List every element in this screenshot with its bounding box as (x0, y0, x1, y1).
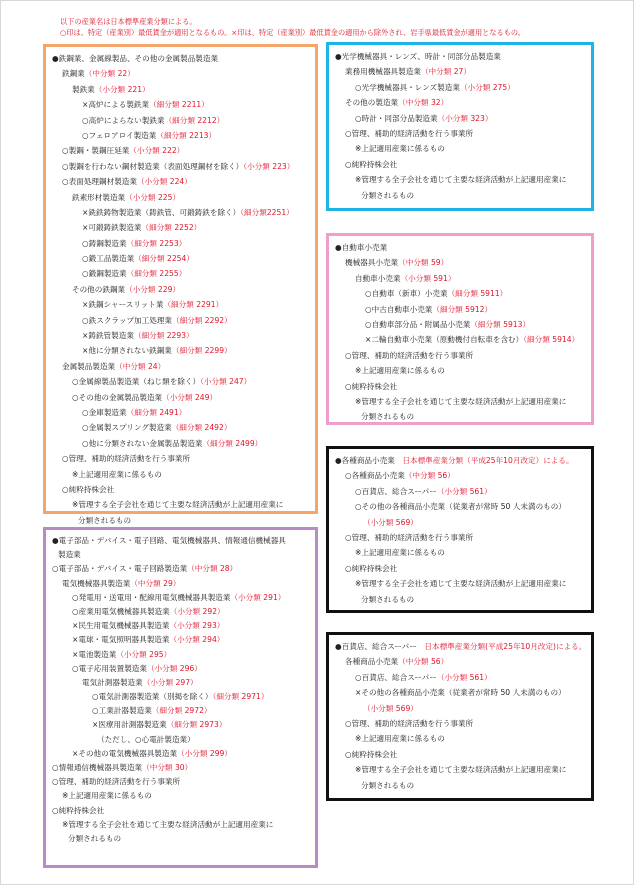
industry-name: ○百貨店、総合スーパー (355, 672, 437, 682)
classification-code: （細分類 5911） (447, 289, 508, 299)
steel-row (52, 467, 309, 482)
general-row (335, 515, 585, 530)
industry-name: ○光学機械器具・レンズ製造業 (355, 82, 460, 92)
industry-name: ○電子応用装置製造業 (72, 663, 147, 673)
auto-row (335, 409, 585, 424)
steel-row (52, 374, 309, 389)
steel-row (52, 251, 309, 266)
classification-code: （細分類 5913） (470, 319, 531, 329)
industry-name: ※管理する全子会社を通じて主要な経済活動が上記適用産業に (355, 175, 567, 185)
optical-row (335, 141, 585, 156)
industry-name: ×その他の電気機械器具製造業 (72, 748, 178, 758)
industry-name: ○純粋持株会社 (345, 749, 398, 759)
classification-code: （細分類 2211） (149, 100, 209, 110)
industry-name: 分類されるもの (361, 780, 415, 790)
classification-code: （中分類 56） (404, 471, 455, 481)
general-row (335, 499, 585, 514)
classification-code: （細分類 2973） (166, 720, 227, 730)
steel-row (52, 143, 309, 158)
department-row (335, 670, 585, 685)
auto-row (335, 379, 585, 394)
classification-code: （細分類 2292） (172, 315, 232, 325)
industry-name: ○自動車（新車）小売業 (365, 289, 448, 299)
electronics-row (52, 761, 309, 775)
classification-code: （中分類 59） (398, 258, 449, 268)
industry-name: ×鉄鋼シャースリット業 (82, 300, 164, 310)
classification-code: （小分類 561） (436, 672, 492, 682)
auto-row (335, 363, 585, 378)
industry-name: ○鋳鋼製造業 (82, 238, 127, 248)
electronics-row (52, 789, 309, 803)
classification-code: （細分類 2213） (156, 130, 217, 140)
industry-name: ○管理、補助的経済活動を行う事業所 (345, 532, 474, 542)
auto-row (335, 302, 585, 317)
industry-name: ×民生用電気機械器具製造業 (72, 621, 170, 631)
general-row (335, 561, 585, 576)
industry-name: ○表面処理鋼材製造業 (62, 177, 137, 187)
industry-name: ○時計・同部分品製造業 (355, 113, 438, 123)
industry-name: ○電子部品・デバイス・電子回路製造業 (52, 564, 188, 574)
classification-code: （小分類 295） (116, 649, 172, 659)
department-row (335, 731, 585, 746)
industry-name: ※上記適用産業に係るもの (355, 144, 445, 154)
classification-code: （細分類 2253） (126, 238, 187, 248)
steel-row (52, 390, 309, 405)
steel-row (52, 66, 309, 81)
steel-row (52, 266, 309, 281)
classification-code: （小分類 291） (230, 592, 286, 602)
optical-row (335, 95, 585, 110)
industry-name: ○製鋼を行わない鋼材製造業（表面処理鋼材を除く） (62, 161, 244, 171)
classification-code: 日本標準産業分類(平成25年10月改定)による。 (416, 642, 587, 651)
classification-code: （小分類 299） (177, 748, 232, 758)
general-row (335, 592, 585, 607)
industry-name: ○純粋持株会社 (345, 159, 398, 169)
department-row (335, 778, 585, 793)
steel-row (52, 420, 309, 435)
industry-name: その他の製造業 (345, 98, 399, 108)
department-row (335, 762, 585, 777)
box-department (326, 632, 594, 801)
industry-name: 金属製品製造業 (62, 361, 116, 371)
box-general (326, 446, 594, 613)
classification-code: （細分類 2291） (163, 300, 224, 310)
steel-row (52, 220, 309, 235)
classification-code: （細分類 2255） (126, 269, 187, 279)
classification-code: （小分類 561） (436, 486, 492, 496)
electronics-row (52, 804, 309, 818)
industry-name: ※上記適用産業に係るもの (355, 366, 445, 376)
classification-code: （中分類 56） (398, 657, 449, 667)
steel-row (52, 405, 309, 420)
electronics-row (52, 562, 309, 576)
industry-name: 製鉄業 (72, 84, 95, 94)
general-row (335, 545, 585, 560)
classification-code: （細分類 2252） (141, 223, 202, 233)
industry-name: ○管理、補助的経済活動を行う事業所 (345, 718, 474, 728)
optical-row (335, 49, 585, 64)
classification-code: （細分類 5912） (432, 304, 493, 314)
classification-code: （細分類 2972） (151, 706, 212, 716)
classification-code: （中分類 24） (115, 361, 166, 371)
classification-code: （細分類 2492） (171, 423, 232, 433)
general-row (335, 530, 585, 545)
classification-code: （小分類 225） (125, 192, 181, 202)
box-auto (326, 233, 594, 425)
industry-name: ×銑鉄鋳物製造業（鋳鉄管、可鍛鋳鉄を除く） (82, 207, 241, 217)
industry-name: ×その他の各種商品小売業（従業者が常時 50 人未満のもの） (355, 688, 566, 698)
electronics-row (52, 591, 309, 605)
industry-name: 電気機械器具製造業 (62, 578, 131, 588)
department-row (335, 639, 585, 654)
classification-code: （細分類2251） (240, 207, 294, 217)
industry-name: ○金属製スプリング製造業 (82, 423, 172, 433)
classification-code: （小分類 292） (169, 606, 225, 616)
industry-name: ○鉄スクラップ加工処理業 (82, 315, 173, 325)
industry-name: ○金属線製品製造業（ねじ類を除く） (72, 377, 201, 387)
industry-name: ×電池製造業 (72, 649, 117, 659)
steel-row (52, 97, 309, 112)
auto-row (335, 271, 585, 286)
steel-row (52, 128, 309, 143)
industry-name: 分類されるもの (78, 515, 132, 525)
steel-row (52, 113, 309, 128)
classification-code: 日本標準産業分類（平成25年10月改定）による。 (394, 456, 574, 465)
steel-row (52, 205, 309, 220)
industry-name: 業務用機械器具製造業 (345, 67, 421, 77)
industry-name: ●光学機械器具・レンズ、時計・同部分品製造業 (335, 52, 501, 61)
industry-name: ○情報通信機械器具製造業 (52, 763, 143, 772)
industry-name: ※上記適用産業に係るもの (72, 469, 162, 479)
industry-name: ※管理する全子会社を通じて主要な経済活動が上記適用産業に (355, 579, 567, 589)
industry-name: ○純粋持株会社 (345, 381, 398, 391)
classification-code: （小分類 229） (125, 284, 181, 294)
industry-name: ○フェロアロイ製造業 (82, 130, 157, 140)
industry-name: ×医療用計測器製造業 (92, 720, 167, 730)
industry-name: ○管理、補助的経済活動を行う事業所 (52, 777, 181, 787)
steel-row (52, 190, 309, 205)
steel-row (52, 82, 309, 97)
electronics-row (52, 818, 309, 832)
electronics-row (52, 577, 309, 591)
auto-row (335, 286, 585, 301)
classification-code: （小分類 223） (243, 161, 295, 171)
industry-name: 鉄鋼業 (62, 69, 85, 79)
industry-name: 分類されるもの (361, 594, 415, 604)
industry-name: ×二輪自動車小売業（原動機付自転車を含む） (365, 335, 524, 345)
industry-name: ※管理する全子会社を通じて主要な経済活動が上記適用産業に (355, 765, 567, 775)
industry-name: 製造業 (58, 550, 81, 560)
industry-name: 分類されるもの (361, 412, 415, 422)
industry-name: ×鋳鉄管製造業 (82, 331, 134, 341)
industry-name: ※上記適用産業に係るもの (355, 734, 445, 744)
industry-name: ※管理する全子会社を通じて主要な経済活動が上記適用産業に (72, 500, 284, 510)
industry-name: ●電子部品・デバイス・電子回路、電気機械器具、情報通信機械器具 (52, 536, 286, 545)
auto-row (335, 317, 585, 332)
industry-name: ×高炉による製鉄業 (82, 100, 150, 110)
steel-row (52, 482, 309, 497)
industry-name: ○その他の各種商品小売業（従業者が常時 50 人未満のもの） (355, 502, 566, 512)
note-line-2: ○印は、特定（産業別）最低賃金が適用となるもの。×印は、特定（産業別）最低賃金の適用から除外され、岩手県最低賃金が適用となるもの。 (60, 28, 525, 37)
industry-name: ○自動車部分品・附属品小売業 (365, 319, 471, 329)
classification-code: （小分類 247） (200, 377, 252, 387)
industry-name: 機械器具小売業 (345, 258, 399, 268)
industry-name: 電気計測器製造業 (82, 677, 143, 687)
industry-name: ※管理する全子会社を通じて主要な経済活動が上記適用産業に (62, 819, 274, 829)
auto-row (335, 348, 585, 363)
general-row (335, 484, 585, 499)
steel-row (52, 236, 309, 251)
industry-name: ○金庫製造業 (82, 407, 127, 417)
steel-row (52, 174, 309, 189)
industry-name: ○他に分類されない金属製品製造業 (82, 438, 203, 448)
industry-name: ○鍛工品製造業 (82, 254, 135, 264)
electronics-row (52, 832, 309, 846)
industry-name: 分類されるもの (361, 190, 415, 200)
industry-name: ※管理する全子会社を通じて主要な経済活動が上記適用産業に (355, 396, 567, 406)
electronics-row (52, 619, 309, 633)
classification-code: （細分類 2499） (202, 438, 263, 448)
electronics-row (52, 704, 309, 718)
industry-name: ●百貨店、総合スーパー (335, 642, 417, 651)
classification-code: （小分類 293） (169, 621, 225, 631)
classification-code: （細分類 2212） (164, 115, 225, 125)
industry-name: ○鍛鋼製造業 (82, 269, 127, 279)
industry-name: ×可鍛鋳鉄製造業 (82, 223, 142, 233)
industry-name: ※上記適用産業に係るもの (62, 791, 152, 801)
department-row (335, 716, 585, 731)
electronics-row (52, 676, 309, 690)
industry-name: ○高炉によらない製鉄業 (82, 115, 165, 125)
optical-row (335, 172, 585, 187)
industry-name: ○その他の金属製品製造業 (72, 392, 163, 402)
steel-row (52, 51, 309, 66)
classification-code: （細分類 2299） (171, 346, 232, 356)
classification-code: （細分類 2254） (134, 254, 194, 264)
electronics-row (52, 633, 309, 647)
auto-row (335, 240, 585, 255)
classification-code: （中分類 30） (142, 763, 193, 772)
general-row (335, 468, 585, 483)
electronics-row (52, 690, 309, 704)
steel-row (52, 328, 309, 343)
auto-row (335, 394, 585, 409)
industry-name: ○管理、補助的経済活動を行う事業所 (345, 128, 474, 138)
industry-name: ○工業計器製造業 (92, 706, 152, 716)
industry-name: ○発電用・送電用・配線用電気機械器具製造業 (72, 592, 231, 602)
classification-code: （中分類 32） (398, 98, 449, 108)
industry-name: ○製鋼・製鋼圧延業 (62, 146, 130, 156)
classification-code: （小分類 222） (129, 146, 185, 156)
electronics-row (52, 733, 309, 747)
steel-row (52, 297, 309, 312)
box-steel (43, 44, 318, 525)
industry-name: ○電気計測器製造業（別掲を除く） (92, 692, 213, 702)
department-row (335, 747, 585, 762)
classification-code: （中分類 22） (84, 69, 135, 79)
steel-row (52, 513, 309, 528)
classification-code: （小分類 224） (136, 177, 192, 187)
classification-code: （小分類 591） (400, 273, 456, 283)
industry-name: ○管理、補助的経済活動を行う事業所 (62, 454, 191, 464)
classification-code: （細分類 5914） (523, 335, 580, 345)
steel-row (52, 497, 309, 512)
department-row (335, 685, 585, 700)
industry-name: 自動車小売業 (355, 273, 401, 283)
steel-row (52, 451, 309, 466)
classification-code: （小分類 297） (142, 677, 198, 687)
electronics-row (52, 648, 309, 662)
box-optical (326, 42, 594, 211)
steel-row (52, 359, 309, 374)
industry-name: ×他に分類されない鉄鋼業 (82, 346, 172, 356)
industry-name: ●鉄鋼業、金属線製品、その他の金属製品製造業 (52, 54, 219, 63)
note-line-1: 以下の産業名は日本標準産業分類による。 (60, 17, 197, 26)
steel-row (52, 436, 309, 451)
steel-row (52, 313, 309, 328)
industry-name: ×電球・電気照明器具製造業 (72, 635, 170, 645)
electronics-row (52, 662, 309, 676)
industry-name: ○百貨店、総合スーパー (355, 486, 437, 496)
electronics-row (52, 534, 309, 548)
industry-name: ○中古自動車小売業 (365, 304, 433, 314)
industry-name: ○産業用電気機械器具製造業 (72, 606, 170, 616)
classification-code: （中分類 29） (130, 578, 181, 588)
industry-name: その他の鉄鋼業 (72, 284, 126, 294)
optical-row (335, 188, 585, 203)
steel-row (52, 282, 309, 297)
classification-code: （小分類 275） (459, 82, 515, 92)
industry-name: ※上記適用産業に係るもの (355, 548, 445, 558)
steel-row (52, 159, 309, 174)
department-row (335, 654, 585, 669)
industry-name: 各種商品小売業 (345, 657, 399, 667)
auto-row (335, 332, 585, 347)
optical-row (335, 157, 585, 172)
classification-code: （小分類 569） (363, 703, 418, 713)
electronics-row (52, 775, 309, 789)
classification-code: （小分類 323） (437, 113, 493, 123)
industry-name: ○純粋持株会社 (52, 805, 105, 815)
classification-code: （小分類 296） (146, 663, 202, 673)
classification-code: （小分類 221） (94, 84, 150, 94)
electronics-row (52, 747, 309, 761)
classification-code: （中分類 27） (420, 67, 471, 77)
industry-name: （ただし、○心電計製造業） (97, 734, 195, 744)
industry-name: ○管理、補助的経済活動を行う事業所 (345, 350, 474, 360)
steel-row (52, 343, 309, 358)
classification-code: （細分類 2491） (126, 407, 187, 417)
industry-name: ○純粋持株会社 (345, 563, 398, 573)
general-row (335, 453, 585, 468)
classification-code: （小分類 569） (363, 517, 418, 527)
box-electronics (43, 527, 318, 868)
classification-code: （小分類 294） (169, 635, 225, 645)
general-row (335, 576, 585, 591)
classification-code: （中分類 28） (187, 564, 238, 574)
department-row (335, 701, 585, 716)
industry-name: 分類されるもの (68, 833, 122, 843)
industry-name: ○各種商品小売業 (345, 471, 405, 481)
optical-row (335, 80, 585, 95)
classification-code: （細分類 2293） (133, 331, 194, 341)
optical-row (335, 64, 585, 79)
industry-name: ●自動車小売業 (335, 243, 388, 252)
optical-row (335, 126, 585, 141)
industry-name: 鉄素形材製造業 (72, 192, 126, 202)
auto-row (335, 255, 585, 270)
classification-code: （小分類 249） (162, 392, 218, 402)
classification-code: （細分類 2971） (212, 692, 269, 702)
electronics-row (52, 548, 309, 562)
electronics-row (52, 605, 309, 619)
optical-row (335, 111, 585, 126)
electronics-row (52, 718, 309, 732)
industry-name: ●各種商品小売業 (335, 456, 395, 465)
industry-name: ○純粋持株会社 (62, 484, 115, 494)
